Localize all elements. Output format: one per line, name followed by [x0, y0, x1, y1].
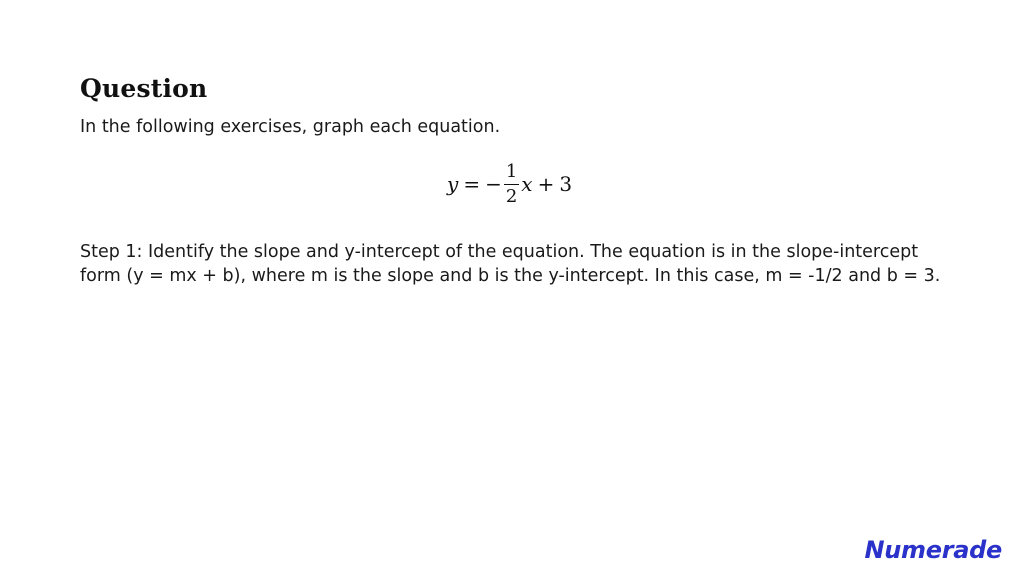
equation: [447, 156, 572, 212]
numerade-logo: Numerade: [864, 536, 1002, 564]
question-heading: Question: [80, 74, 208, 103]
question-intro: In the following exercises, graph each equation.: [80, 117, 501, 137]
equation-variable: x: [521, 172, 533, 196]
equation-minus: −: [485, 172, 502, 196]
equation-equals: =: [463, 172, 481, 196]
equation-fraction: [504, 160, 519, 207]
equation-constant: 3: [559, 172, 573, 196]
fraction-numerator: 1: [504, 163, 519, 185]
equation-plus: +: [537, 172, 555, 196]
equation-lhs: y: [447, 172, 459, 196]
fraction-denominator: 2: [505, 185, 518, 207]
solution-step-1: Step 1: Identify the slope and y-intercept of the equation. The equation is in the slope-intercept form (y = mx + b), where m is the slope and b is the y-intercept. In this case, m = -1/2 and b = 3.: [80, 242, 941, 286]
